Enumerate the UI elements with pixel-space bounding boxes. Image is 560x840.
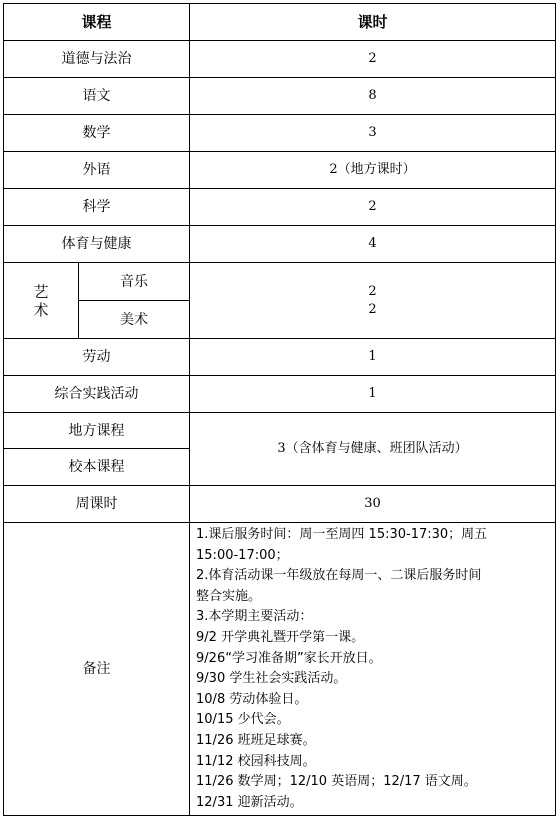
course-name: 美术 (79, 301, 190, 339)
table-row (4, 413, 556, 449)
course-name: 综合实践活动 (4, 376, 190, 413)
course-name: 语文 (4, 78, 190, 115)
course-name: 体育与健康 (4, 226, 190, 263)
table-row (4, 376, 556, 413)
remarks-line: 11/26 数学周；12/10 英语周；12/17 语文周。 (196, 774, 477, 790)
course-hours: 2 (190, 189, 556, 226)
art-hours-value: 2 (368, 283, 377, 299)
table-row (4, 226, 556, 263)
table-row (4, 486, 556, 523)
remarks-line: 1.课后服务时间：周一至周四 15:30-17:30；周五 (196, 527, 488, 542)
art-hours-value: 2 (368, 301, 377, 317)
remarks-line: 9/2 开学典礼暨开学第一课。 (196, 629, 365, 645)
course-name: 校本课程 (4, 449, 190, 486)
table-row (4, 41, 556, 78)
header-course: 课程 (4, 4, 190, 41)
remarks-line: 9/30 学生社会实践活动。 (196, 671, 347, 687)
remarks-line: 2.体育活动课一年级放在每周一、二课后服务时间 (196, 568, 482, 584)
local-school-hours: 3（含体育与健康、班团队活动） (190, 413, 556, 486)
course-name: 道德与法治 (4, 41, 190, 78)
table-row (4, 189, 556, 226)
header-row (4, 4, 556, 41)
remarks-line: 10/15 少代会。 (196, 712, 290, 728)
remarks-line: 11/26 班班足球赛。 (196, 732, 316, 748)
course-hours: 4 (190, 226, 556, 263)
table-row (4, 152, 556, 189)
table-row (4, 115, 556, 152)
course-name: 周课时 (4, 486, 190, 523)
course-name: 劳动 (4, 339, 190, 376)
table-row (4, 263, 556, 301)
remarks-content (190, 523, 556, 816)
art-category-char: 术 (33, 300, 49, 319)
course-hours: 2（地方课时） (190, 152, 556, 189)
header-hours: 课时 (190, 4, 556, 41)
weekly-hours: 30 (190, 486, 556, 523)
remarks-label: 备注 (4, 523, 190, 816)
course-hours: 8 (190, 78, 556, 115)
art-hours (190, 263, 556, 339)
course-name: 数学 (4, 115, 190, 152)
remarks-line: 3.本学期主要活动： (196, 609, 313, 625)
remarks-line: 12/31 迎新活动。 (196, 794, 303, 810)
remarks-line: 整合实施。 (196, 588, 262, 604)
course-name: 音乐 (79, 263, 190, 301)
course-schedule-table (3, 3, 556, 816)
course-name: 外语 (4, 152, 190, 189)
course-hours: 3 (190, 115, 556, 152)
remarks-line: 10/8 劳动体验日。 (196, 691, 308, 707)
remarks-row (4, 523, 556, 816)
art-category (4, 263, 79, 339)
remarks-line: 11/12 校园科技周。 (196, 753, 316, 769)
course-hours: 1 (190, 376, 556, 413)
art-category-char: 艺 (33, 282, 49, 301)
course-name: 地方课程 (4, 413, 190, 449)
table-row (4, 339, 556, 376)
course-name: 科学 (4, 189, 190, 226)
course-hours: 2 (190, 41, 556, 78)
remarks-line: 15:00-17:00； (196, 547, 289, 563)
course-hours: 1 (190, 339, 556, 376)
remarks-line: 9/26“学习准备期”家长开放日。 (196, 650, 382, 666)
table-row (4, 78, 556, 115)
